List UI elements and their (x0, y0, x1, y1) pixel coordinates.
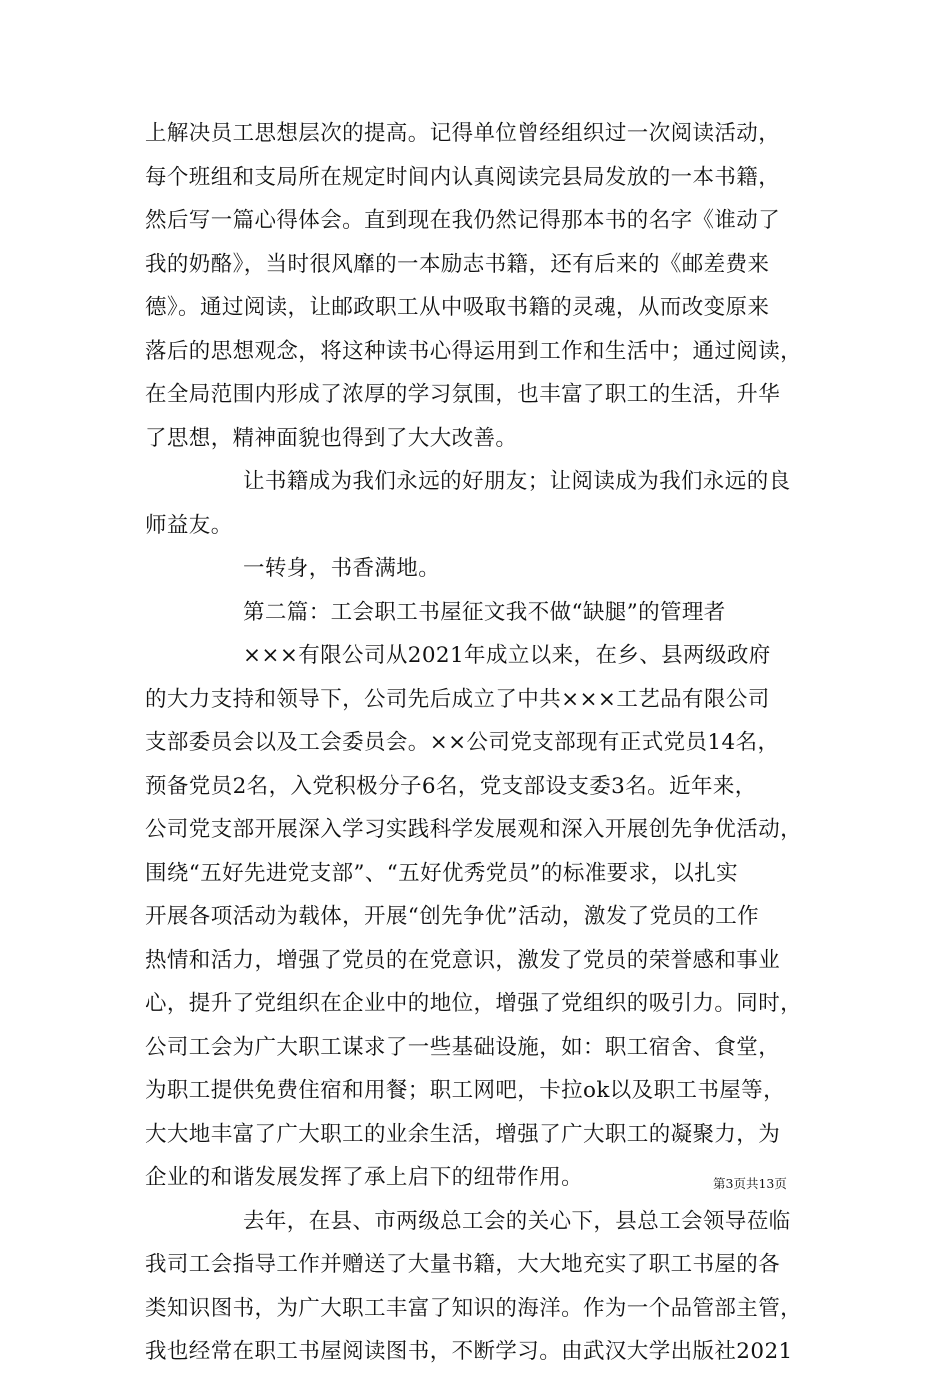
text-line: 然后写一篇心得体会。直到现在我仍然记得那本书的名字《谁动了 (145, 208, 781, 233)
text-line: 我司工会指导工作并赠送了大量书籍，大大地充实了职工书屋的各 (145, 1252, 781, 1277)
text-line: 每个班组和支局所在规定时间内认真阅读完县局发放的一本书籍， (145, 164, 781, 190)
text-line: 了思想，精神面貌也得到了大大改善。 (145, 425, 518, 451)
text-line: 落后的思想观念，将这种读书心得运用到工作和生活中；通过阅读， (145, 338, 803, 364)
text-line: 在全局范围内形成了浓厚的学习氛围，也丰富了职工的生活，升华 (145, 382, 781, 407)
text-line: 为职工提供免费住宿和用餐；职工网吧，卡拉ok以及职工书屋等， (145, 1078, 785, 1103)
text-line: 的大力支持和领导下，公司先后成立了中共×××工艺品有限公司 (145, 686, 770, 712)
text-line: 公司工会为广大职工谋求了一些基础设施，如：职工宿舍、食堂， (145, 1034, 781, 1060)
text-line: 开展各项活动为载体，开展“创先争优”活动，激发了党员的工作 (145, 904, 760, 929)
text-line: 一转身，书香满地。 (243, 556, 441, 581)
text-line: 让书籍成为我们永远的好朋友；让阅读成为我们永远的良 (243, 469, 791, 494)
text-line: 大大地丰富了广大职工的业余生活，增强了广大职工的凝聚力，为 (145, 1121, 781, 1147)
text-line: 上解决员工思想层次的提高。记得单位曾经组织过一次阅读活动， (145, 121, 781, 146)
text-line: 德》。通过阅读，让邮政职工从中吸取书籍的灵魂，从而改变原来 (145, 295, 770, 320)
text-line: 心，提升了党组织在企业中的地位，增强了党组织的吸引力。同时， (145, 991, 803, 1016)
text-line: 支部委员会以及工会委员会。××公司党支部现有正式党员14名， (145, 730, 780, 755)
text-line: 去年，在县、市两级总工会的关心下，县总工会领导莅临 (243, 1208, 791, 1234)
text-line: 热情和活力，增强了党员的在党意识，激发了党员的荣誉感和事业 (145, 947, 781, 973)
text-line: 企业的和谐发展发挥了承上启下的纽带作用。 (145, 1165, 584, 1190)
text-line: 我的奶酪》，当时很风靡的一本励志书籍，还有后来的《邮差费来 (145, 251, 770, 277)
section-title: 第二篇：工会职工书屋征文我不做“缺腿”的管理者 (243, 599, 726, 625)
page-footer: 第3页共13页 (713, 1176, 787, 1191)
text-line: 类知识图书，为广大职工丰富了知识的海洋。作为一个品管部主管， (145, 1295, 803, 1321)
text-line: 预备党员2名，入党积极分子6名，党支部设支委3名。近年来， (145, 773, 757, 799)
text-line: 师益友。 (145, 512, 233, 538)
text-line: 我也经常在职工书屋阅读图书，不断学习。由武汉大学出版社2021 (145, 1339, 793, 1364)
text-line: 公司党支部开展深入学习实践科学发展观和深入开展创先争优活动， (145, 817, 803, 842)
text-line: ×××有限公司从2021年成立以来，在乡、县两级政府 (243, 643, 771, 668)
text-line: 围绕“五好先进党支部”、“五好优秀党员”的标准要求，以扎实 (145, 860, 739, 886)
